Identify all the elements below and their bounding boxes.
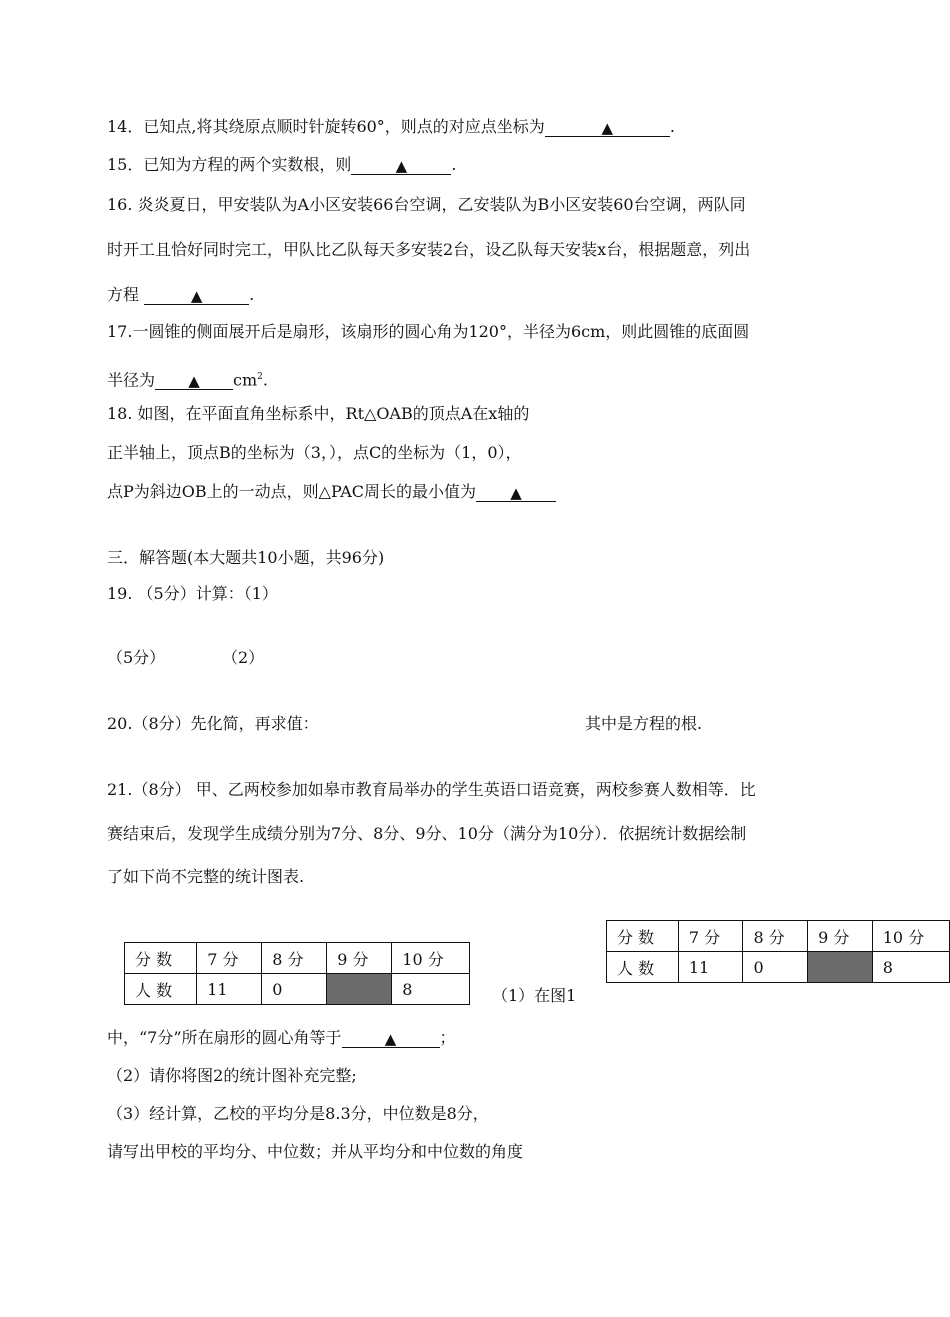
answer-blank xyxy=(144,286,249,305)
question-16-line-2: 时开工且恰好同时完工，甲队比乙队每天多安装2台，设乙队每天安装x台，根据题意，列出 xyxy=(107,240,751,259)
triangle-mark: ▲ xyxy=(188,372,200,391)
question-16-line-3: 方程 ▲ . xyxy=(107,285,255,305)
question-18-line-3: 点P为斜边OB上的一动点，则△PAC周长的最小值为 ▲ xyxy=(107,482,556,502)
question-19-line-1: 19. （5分）计算：（1） xyxy=(107,584,278,603)
table-header-row xyxy=(607,921,950,952)
table-cell: 11 xyxy=(678,952,743,983)
question-18-line-2: 正半轴上，顶点B的坐标为（3，），点C的坐标为（1，0）， xyxy=(107,443,522,462)
table-cell: 7 分 xyxy=(678,921,743,952)
table-cell: 8 xyxy=(872,952,949,983)
table-cell: 10 分 xyxy=(392,943,470,974)
figure-1-reference: （1）在图1 xyxy=(492,986,577,1005)
table-cell: 11 xyxy=(197,974,262,1005)
table-cell: 0 xyxy=(262,974,327,1005)
table-cell: 7 分 xyxy=(197,943,262,974)
question-17-line-2: 半径为 ▲ $cm^2$. xyxy=(107,370,268,391)
score-table-right xyxy=(606,920,950,983)
question-21-part-2: （2）请你将图2的统计图补充完整; xyxy=(107,1066,357,1085)
answer-blank xyxy=(545,118,670,137)
question-20-a: 20.（8分）先化简，再求值： xyxy=(107,714,319,733)
table-cell: 8 分 xyxy=(262,943,327,974)
answer-blank xyxy=(342,1029,440,1048)
table-row xyxy=(125,974,470,1005)
table-cell: 分 数 xyxy=(125,943,197,974)
question-21-line-3: 了如下尚不完整的统计图表. xyxy=(107,867,305,886)
table-cell: 9 分 xyxy=(327,943,392,974)
table-header-row xyxy=(125,943,470,974)
score-table-left xyxy=(124,942,470,1005)
triangle-mark: ▲ xyxy=(601,119,614,137)
table-cell: 9 分 xyxy=(808,921,873,952)
table-cell: 人 数 xyxy=(607,952,679,983)
triangle-mark: ▲ xyxy=(395,157,408,175)
question-15: 15．已知为方程的两个实数根，则 ▲ . xyxy=(107,155,457,175)
triangle-mark: ▲ xyxy=(384,1030,397,1048)
table-cell: 8 分 xyxy=(743,921,808,952)
table-cell: 0 xyxy=(743,952,808,983)
triangle-mark: ▲ xyxy=(190,287,203,305)
q14-text: 14．已知点,将其绕原点顺时针旋转60°，则点的对应点坐标为 xyxy=(107,117,545,136)
question-17-line-1: 17.一圆锥的侧面展开后是扇形，该扇形的圆心角为120°，半径为6cm，则此圆锥的底面圆 xyxy=(107,322,750,341)
question-21-line-7: 请写出甲校的平均分、中位数；并从平均分和中位数的角度 xyxy=(107,1142,524,1161)
triangle-mark: ▲ xyxy=(510,484,522,502)
section-heading: 三．解答题(本大题共10小题，共96分) xyxy=(107,548,385,567)
question-20-b: 其中是方程的根. xyxy=(585,714,703,733)
question-21-part-3: （3）经计算，乙校的平均分是8.3分，中位数是8分， xyxy=(107,1104,489,1123)
question-19-part-score: （5分） xyxy=(107,648,166,667)
table-row xyxy=(607,952,950,983)
question-21-line-2: 赛结束后，发现学生成绩分别为7分、8分、9分、10分（满分为10分）．依据统计数据绘制 xyxy=(107,824,747,843)
table-cell: 人 数 xyxy=(125,974,197,1005)
question-18-line-1: 18. 如图，在平面直角坐标系中，Rt△OAB的顶点A在x轴的 xyxy=(107,404,530,423)
question-21-line-1: 21.（8分） 甲、乙两校参加如皋市教育局举办的学生英语口语竞赛，两校参赛人数相等．比 xyxy=(107,780,756,799)
answer-blank xyxy=(351,156,451,175)
q15-text: 15．已知为方程的两个实数根，则 xyxy=(107,155,352,174)
answer-blank xyxy=(476,483,556,502)
shaded-cell xyxy=(327,974,392,1005)
question-19-part-2: （2） xyxy=(222,648,265,667)
question-14: 14．已知点,将其绕原点顺时针旋转60°，则点的对应点坐标为 ▲ . xyxy=(107,117,675,137)
question-21-line-4: 中，“7分”所在扇形的圆心角等于 ▲ ； xyxy=(107,1028,456,1048)
shaded-cell xyxy=(808,952,873,983)
table-cell: 10 分 xyxy=(872,921,949,952)
question-16-line-1: 16. 炎炎夏日，甲安装队为A小区安装66台空调，乙安装队为B小区安装60台空调，两队同 xyxy=(107,195,746,214)
table-cell: 分 数 xyxy=(607,921,679,952)
table-cell: 8 xyxy=(392,974,470,1005)
answer-blank xyxy=(155,371,233,390)
